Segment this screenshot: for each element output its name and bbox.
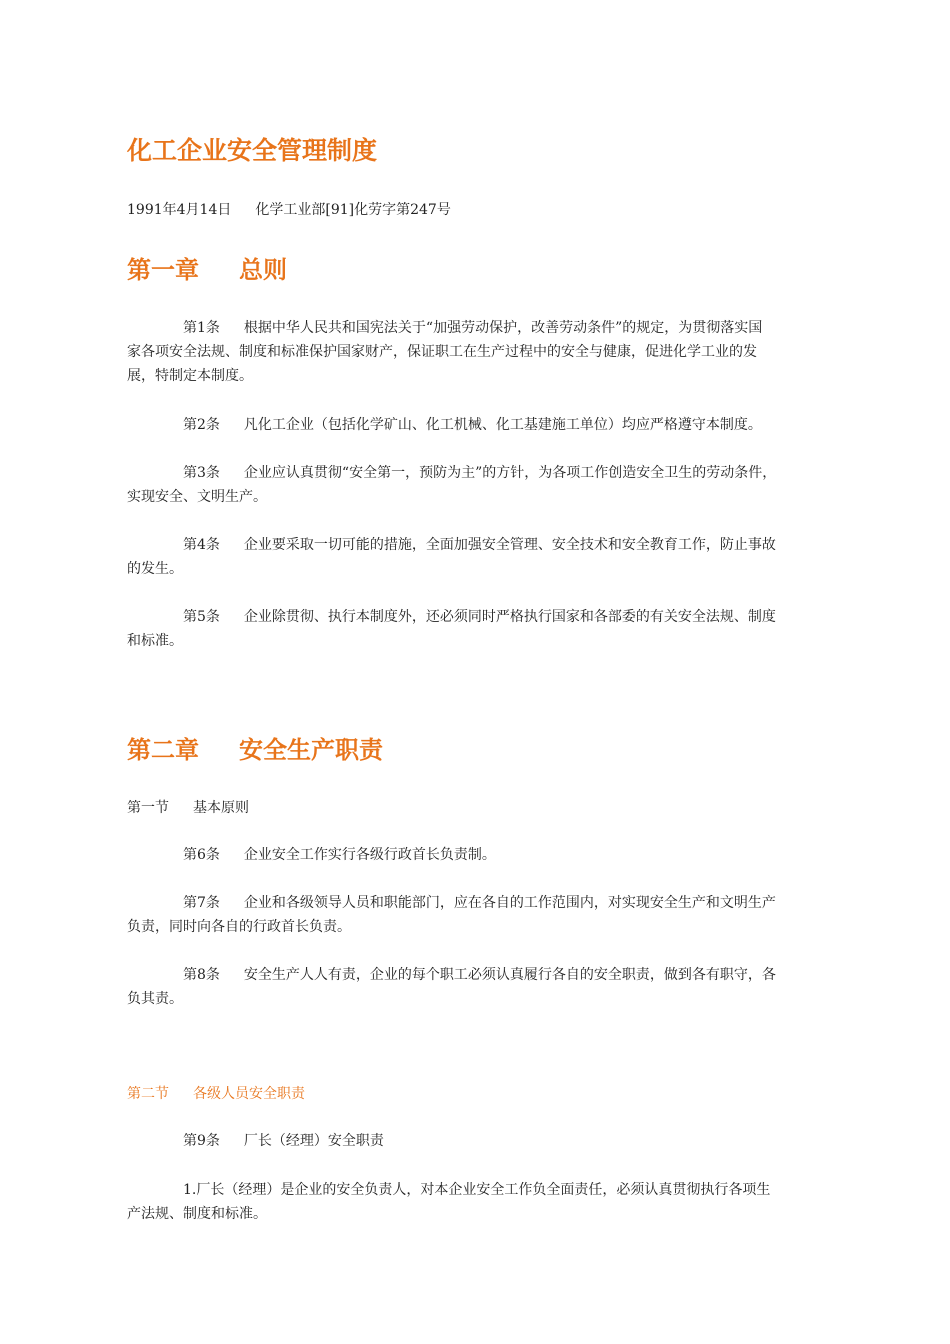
article-label: 第9条 [183,1133,220,1149]
article-label: 第4条 [183,537,220,553]
article-5 [127,605,865,653]
article-text: 根据中华人民共和国宪法关于“加强劳动保护，改善劳动条件”的规定，为贯彻落实国 [243,320,763,336]
article-4 [127,533,865,581]
article-text: 的发生。 [127,561,183,577]
chapter-1-heading [127,253,287,287]
article-2 [127,413,865,437]
article-label: 第8条 [183,967,220,983]
item-text: 产法规、制度和标准。 [127,1206,267,1222]
article-3 [127,461,865,509]
section-name: 基本原则 [193,800,249,816]
section-number: 第二节 [127,1086,169,1102]
article-text: 凡化工企业（包括化学矿山、化工机械、化工基建施工单位）均应严格遵守本制度。 [243,417,762,433]
article-label: 第5条 [183,609,220,625]
article-text: 家各项安全法规、制度和标准保护国家财产，保证职工在生产过程中的安全与健康，促进化学工业的发 [127,344,757,360]
article-label: 第1条 [183,320,220,336]
article-text: 安全生产人人有责，企业的每个职工必须认真履行各自的安全职责，做到各有职守，各 [243,967,776,983]
issue-date: 1991年4月14日 [127,202,232,218]
section-2-heading [127,1083,305,1105]
issuer-reference: 化学工业部[91]化劳字第247号 [255,202,451,218]
article-label: 第2条 [183,417,220,433]
document-title: 化工企业安全管理制度 [127,136,378,165]
document-meta [127,199,451,221]
article-text: 企业要采取一切可能的措施，全面加强安全管理、安全技术和安全教育工作，防止事故 [243,537,776,553]
chapter-name: 总则 [239,255,287,284]
chapter-name: 安全生产职责 [239,735,383,764]
article-label: 第3条 [183,465,220,481]
article-label: 第7条 [183,895,220,911]
article-9-item-1 [127,1178,865,1226]
article-9 [127,1129,865,1153]
article-label: 第6条 [183,847,220,863]
article-1 [127,316,865,388]
article-7 [127,891,865,939]
article-text: 实现安全、文明生产。 [127,489,267,505]
article-text: 企业安全工作实行各级行政首长负责制。 [243,847,496,863]
section-number: 第一节 [127,800,169,816]
article-text: 企业应认真贯彻“安全第一，预防为主”的方针，为各项工作创造安全卫生的劳动条件， [243,465,777,481]
article-text: 和标准。 [127,633,183,649]
section-1-heading [127,797,249,819]
section-name: 各级人员安全职责 [193,1086,305,1102]
chapter-number: 第一章 [127,255,199,284]
article-6 [127,843,865,867]
item-text: 1.厂长（经理）是企业的安全负责人，对本企业安全工作负全面责任，必须认真贯彻执行各项生 [183,1182,771,1198]
article-text: 负责，同时向各自的行政首长负责。 [127,919,351,935]
article-text: 展，特制定本制度。 [127,368,253,384]
article-8 [127,963,865,1011]
article-text: 厂长（经理）安全职责 [243,1133,384,1149]
article-text: 企业除贯彻、执行本制度外，还必须同时严格执行国家和各部委的有关安全法规、制度 [243,609,776,625]
chapter-number: 第二章 [127,735,199,764]
article-text: 企业和各级领导人员和职能部门，应在各自的工作范围内，对实现安全生产和文明生产 [243,895,776,911]
article-text: 负其责。 [127,991,183,1007]
chapter-2-heading [127,733,383,767]
